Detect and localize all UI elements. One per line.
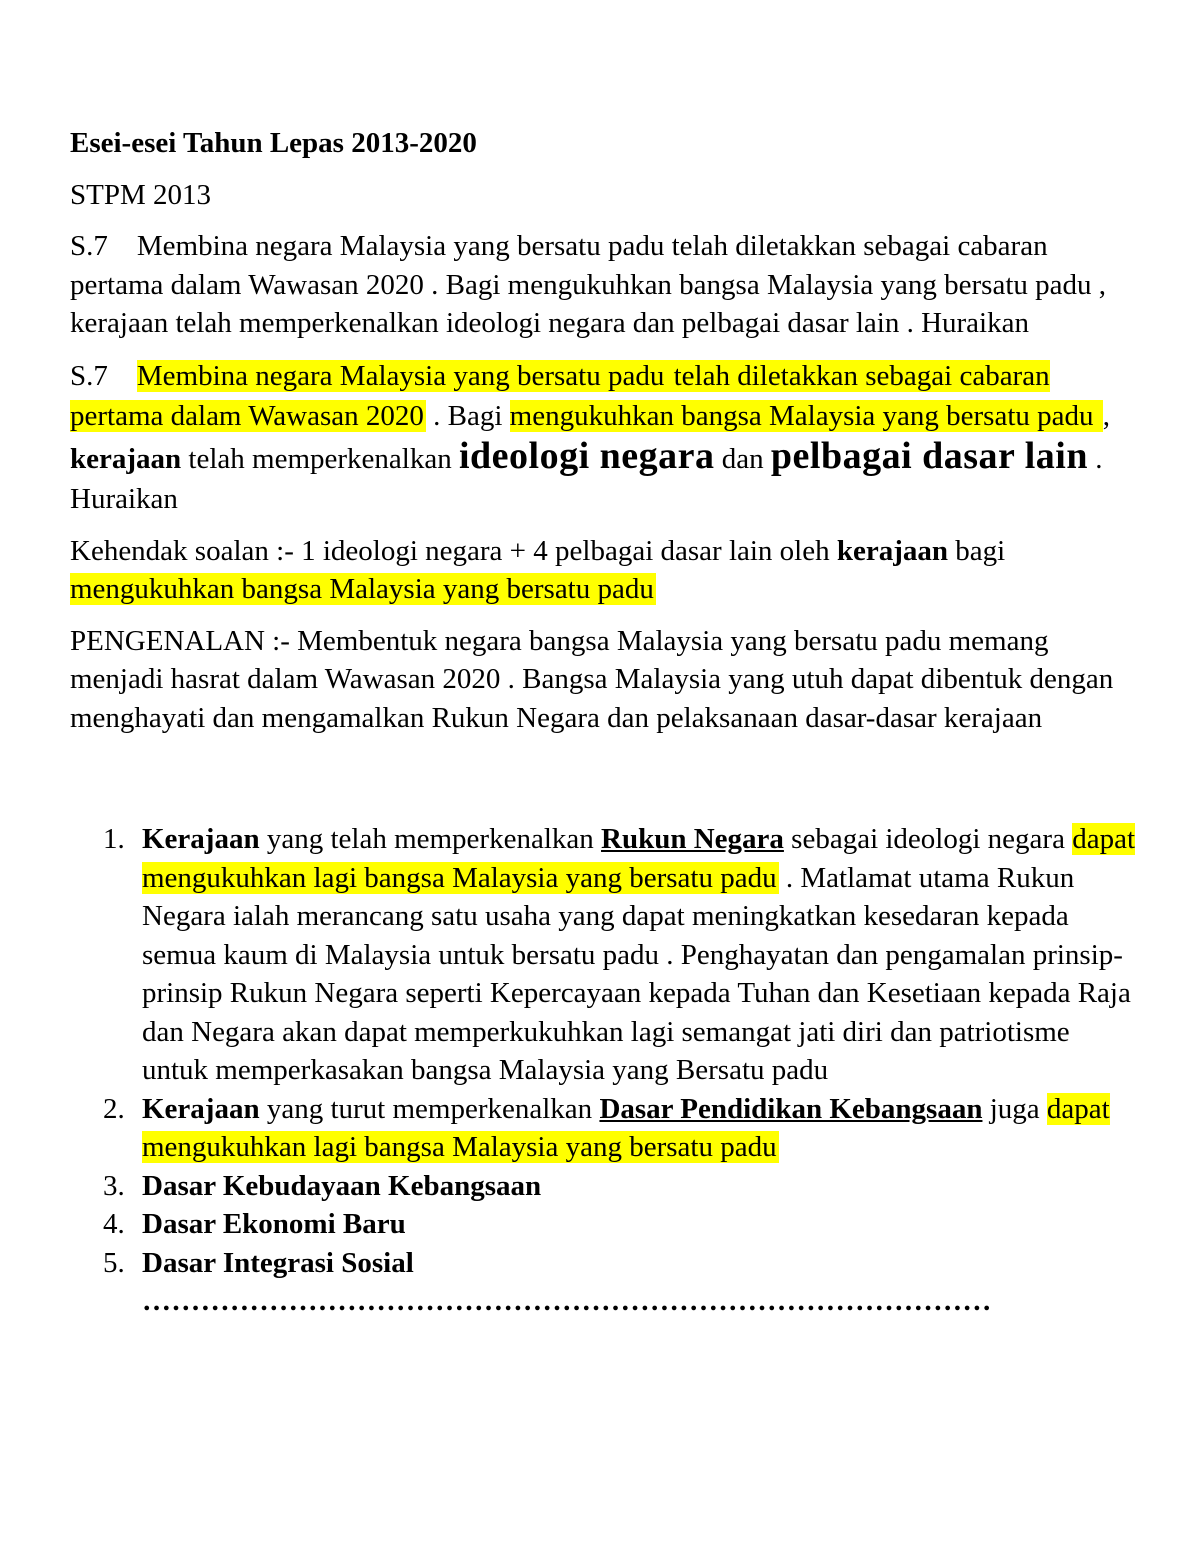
keyword-bold: kerajaan bbox=[836, 534, 949, 567]
highlight: mengukuhkan bangsa Malaysia yang bersatu padu bbox=[509, 399, 1101, 432]
question-plain bbox=[70, 227, 1140, 343]
keyword-bold: Kerajaan bbox=[142, 1092, 260, 1125]
highlight: dapat mengukuhkan lagi bangsa Malaysia yang bersatu padu bbox=[142, 823, 1136, 894]
list-item bbox=[70, 1167, 1140, 1206]
requirements-label: Kehendak soalan :- 1 ideologi negara + 4 pelbagai dasar lain oleh bbox=[70, 534, 837, 567]
list-item bbox=[70, 820, 1140, 1090]
list-number: 4. bbox=[103, 1208, 125, 1240]
keyword-bold: kerajaan bbox=[70, 442, 182, 475]
highlight: Membina negara Malaysia yang bersatu padu bbox=[136, 359, 665, 392]
keyword-underlined: Dasar Pendidikan Kebangsaan bbox=[599, 1092, 983, 1125]
keyword-bold: Dasar Kebudayaan Kebangsaan bbox=[142, 1169, 542, 1202]
text-segment: . Bagi bbox=[425, 399, 510, 432]
keyword-bold: Dasar Integrasi Sosial bbox=[142, 1246, 414, 1279]
exam-label: STPM 2013 bbox=[70, 178, 212, 211]
keyword-bold: Dasar Ekonomi Baru bbox=[142, 1208, 406, 1240]
text-segment: yang turut memperkenalkan bbox=[259, 1092, 600, 1125]
text-segment: . Huraikan bbox=[70, 442, 1103, 515]
highlight: telah diletakkan sebagai cabaran pertama dalam Wawasan 2020 bbox=[70, 359, 1050, 432]
document-page bbox=[70, 124, 1140, 1321]
list-number: 2. bbox=[103, 1092, 125, 1125]
question-text: Membina negara Malaysia yang bersatu padu telah diletakkan sebagai cabaran pertama dalam Wawasan 2020 . Bagi mengukuhkan bangsa Malaysia yang bersatu padu , kerajaan telah memperkenalkan ideologi negara dan pelbagai dasar lain . Huraikan bbox=[70, 230, 1106, 339]
text-segment: dan bbox=[714, 442, 771, 475]
text-segment: . Matlamat utama Rukun Negara ialah merancang satu usaha yang dapat meningkatkan kesedaran kepada semua kaum di Malaysia untuk bersatu padu . Penghayatan dan pengamalan prinsip-prinsip Rukun Negara seperti Kepercayaan kepada Tuhan dan Kesetiaan kepada Raja dan Negara akan dapat memperkukuhkan lagi semangat jati diri dan patriotisme untuk memperkasakan bangsa Malaysia yang Bersatu padu bbox=[142, 861, 1131, 1086]
dotted-continuation: …………………………………………………………………………… bbox=[142, 1285, 992, 1317]
list-number: 3. bbox=[103, 1169, 125, 1202]
text-segment: bagi bbox=[948, 534, 1006, 567]
keyword-underlined: Rukun Negara bbox=[601, 823, 784, 855]
text-segment: juga bbox=[982, 1092, 1047, 1125]
list-item bbox=[70, 1244, 1140, 1283]
question-annotated bbox=[70, 356, 1140, 519]
keyword-large: ideologi negara bbox=[458, 434, 715, 477]
list-number: 1. bbox=[103, 823, 125, 855]
question-number: S.7 bbox=[70, 359, 108, 392]
introduction: PENGENALAN :- Membentuk negara bangsa Malaysia yang bersatu padu memang menjadi hasrat dalam Wawasan 2020 . Bangsa Malaysia yang utuh dapat dibentuk dengan menghayati dan mengamalkan Rukun Negara dan pelaksanaan dasar-dasar kerajaan bbox=[70, 624, 1114, 734]
question-number: S.7 bbox=[70, 230, 108, 262]
keyword-large: pelbagai dasar lain bbox=[770, 434, 1088, 477]
text-segment: yang telah memperkenalkan bbox=[259, 823, 602, 855]
text-segment: , bbox=[1102, 399, 1111, 432]
text-segment: sebagai ideologi negara bbox=[783, 823, 1073, 855]
requirements-line bbox=[70, 532, 1140, 609]
highlight: dapat mengukuhkan lagi bangsa Malaysia yang bersatu padu bbox=[142, 1092, 1110, 1163]
spacer bbox=[70, 750, 1140, 820]
highlight: mengukuhkan bangsa Malaysia yang bersatu padu bbox=[70, 573, 654, 605]
document-heading: Esei-esei Tahun Lepas 2013-2020 bbox=[70, 127, 477, 159]
text-segment: telah memperkenalkan bbox=[181, 442, 459, 475]
list-item bbox=[70, 1090, 1140, 1167]
keyword-bold: Kerajaan bbox=[142, 823, 260, 855]
points-list bbox=[70, 820, 1140, 1282]
list-item bbox=[70, 1205, 1140, 1244]
list-number: 5. bbox=[103, 1246, 125, 1279]
